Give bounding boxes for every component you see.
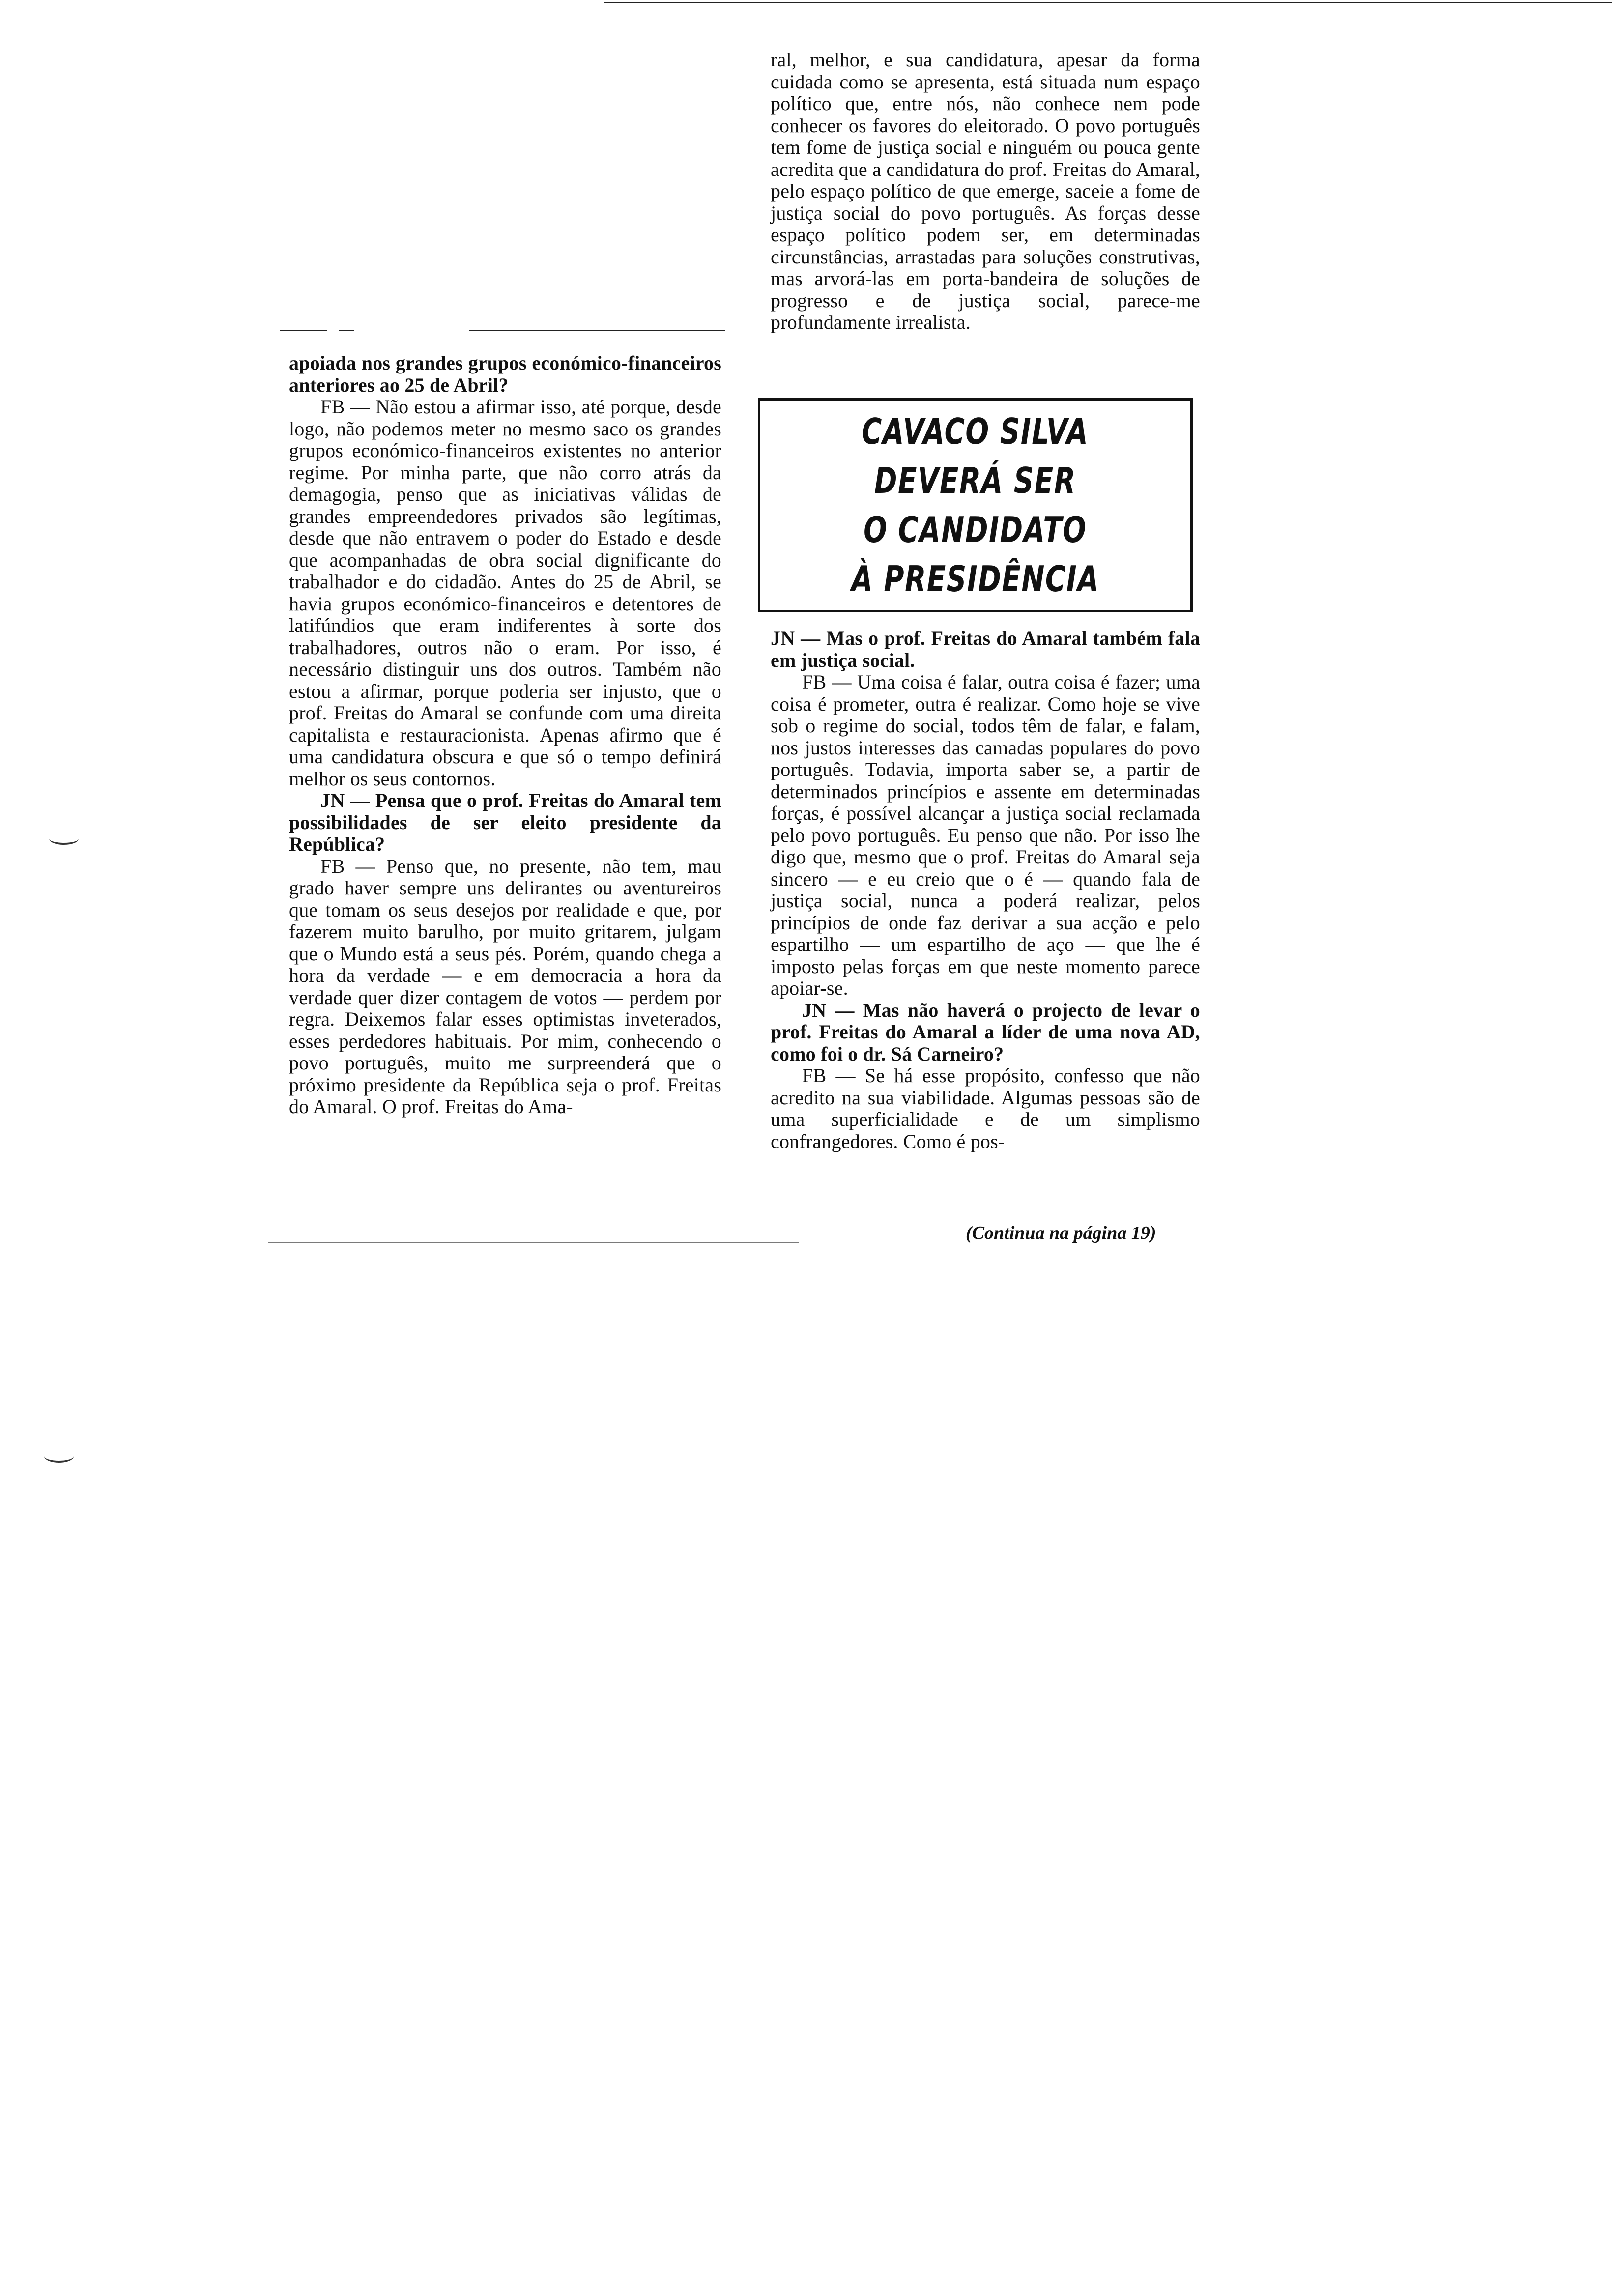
bottom-dotted-rule (268, 1242, 799, 1243)
margin-mark (44, 1450, 74, 1463)
right-article-column-bottom (771, 628, 1200, 1152)
headline-line: À PRESIDÊNCIA (851, 558, 1099, 600)
left-column-top-rule-dash-2 (339, 330, 354, 331)
answer-paragraph: FB — Se há esse propósito, confesso que não acredito na sua viabilidade. Algumas pessoas são de uma superficialidade e de um simplismo confrangedores. Como é pos- (771, 1064, 1200, 1152)
answer-paragraph: FB — Não estou a afirmar isso, até porque, desde logo, não podemos meter no mesmo saco os grandes grupos económico-financeiros existentes no anterior regime. Por minha parte, que não corro atrás da demagogia, penso que as iniciativas válidas de grandes empreendedores privados são legítimas, desde que não entravem o poder do Estado e desde que acompanhadas de obra social dignificante do trabalhador e do cidadão. Antes do 25 de Abril, se havia grupos económico-financeiros e detentores de latifúndios que eram indiferentes à sorte dos trabalhadores, outros não o eram. Por isso, é necessário distinguir uns dos outros. Também não estou a afirmar, porque poderia ser injusto, que o prof. Freitas do Amaral se confunde com uma direita capitalista e restauracionista. Apenas afirmo que é uma candidatura obscura e que só o tempo definirá melhor os seus contornos. (289, 396, 721, 790)
left-column-top-rule-dash (280, 330, 327, 331)
margin-mark (49, 833, 79, 845)
continuation-note: (Continua na página 19) (966, 1223, 1156, 1243)
question-paragraph: JN — Mas o prof. Freitas do Amaral também fala em justiça social. (771, 627, 1200, 671)
left-column-top-rule (469, 330, 725, 331)
question-paragraph: apoiada nos grandes grupos económico-financeiros anteriores ao 25 de Abril? (289, 352, 721, 396)
headline-box (758, 398, 1193, 612)
answer-paragraph: FB — Penso que, no presente, não tem, mau grado haver sempre uns delirantes ou aventureiros que tomam os seus desejos por realidade e que, por fazerem muito barulho, por muito gritarem, julgam que o Mundo está a seus pés. Porém, quando chega a hora da verdade — e em democracia a hora da verdade quer dizer contagem de votos — perdem por regra. Deixemos falar esses optimistas inveterados, esses perdedores habituais. Por mim, conhecendo o povo português, muito me surpreenderá que o próximo presidente da República seja o prof. Freitas do Amaral. O prof. Freitas do Ama- (289, 855, 721, 1118)
question-paragraph: JN — Pensa que o prof. Freitas do Amaral tem possibilidades de ser eleito presidente da República? (289, 789, 721, 855)
left-article-column (289, 352, 721, 1118)
headline-line: O CANDIDATO (864, 509, 1087, 550)
answer-paragraph: ral, melhor, e sua candidatura, apesar da forma cuidada como se apresenta, está situada num espaço político que, entre nós, não conhece nem pode conhecer os favores do eleitorado. O povo português tem fome de justiça social e ninguém ou pouca gente acredita que a candidatura do prof. Freitas do Amaral, pelo espaço político de que emerge, saceie a fome de justiça social do povo português. As forças desse espaço político podem ser, em determinadas circunstâncias, arrastadas para soluções construtivas, mas arvorá-las em porta-bandeira de soluções de progresso e de justiça social, parece-me profundamente irrealista. (771, 49, 1200, 333)
answer-paragraph: FB — Uma coisa é falar, outra coisa é fazer; uma coisa é prometer, outra é realizar. Como hoje se vive sob o regime do social, todos têm de falar, e falam, nos justos interesses das camadas populares do povo português. Todavia, importa saber se, a partir de determinados princípios e assente em determinadas forças, é possível alcançar a justiça social reclamada pelo povo português. Eu penso que não. Por isso lhe digo que, mesmo que o prof. Freitas do Amaral seja sincero — e eu creio que o é — quando fala de justiça social, nunca a poderá realizar, pelos princípios de onde faz derivar a sua acção e pelo espartilho — um espartilho de aço — que lhe é imposto pelas forças em que neste momento parece apoiar-se. (771, 671, 1200, 999)
headline-line: CAVACO SILVA (862, 411, 1089, 452)
question-paragraph: JN — Mas não haverá o projecto de levar o prof. Freitas do Amaral a líder de uma nova AD, como foi o dr. Sá Carneiro? (771, 999, 1200, 1065)
right-article-column-top (771, 49, 1200, 334)
top-rule (604, 2, 1612, 3)
headline-line: DEVERÁ SER (874, 460, 1076, 501)
